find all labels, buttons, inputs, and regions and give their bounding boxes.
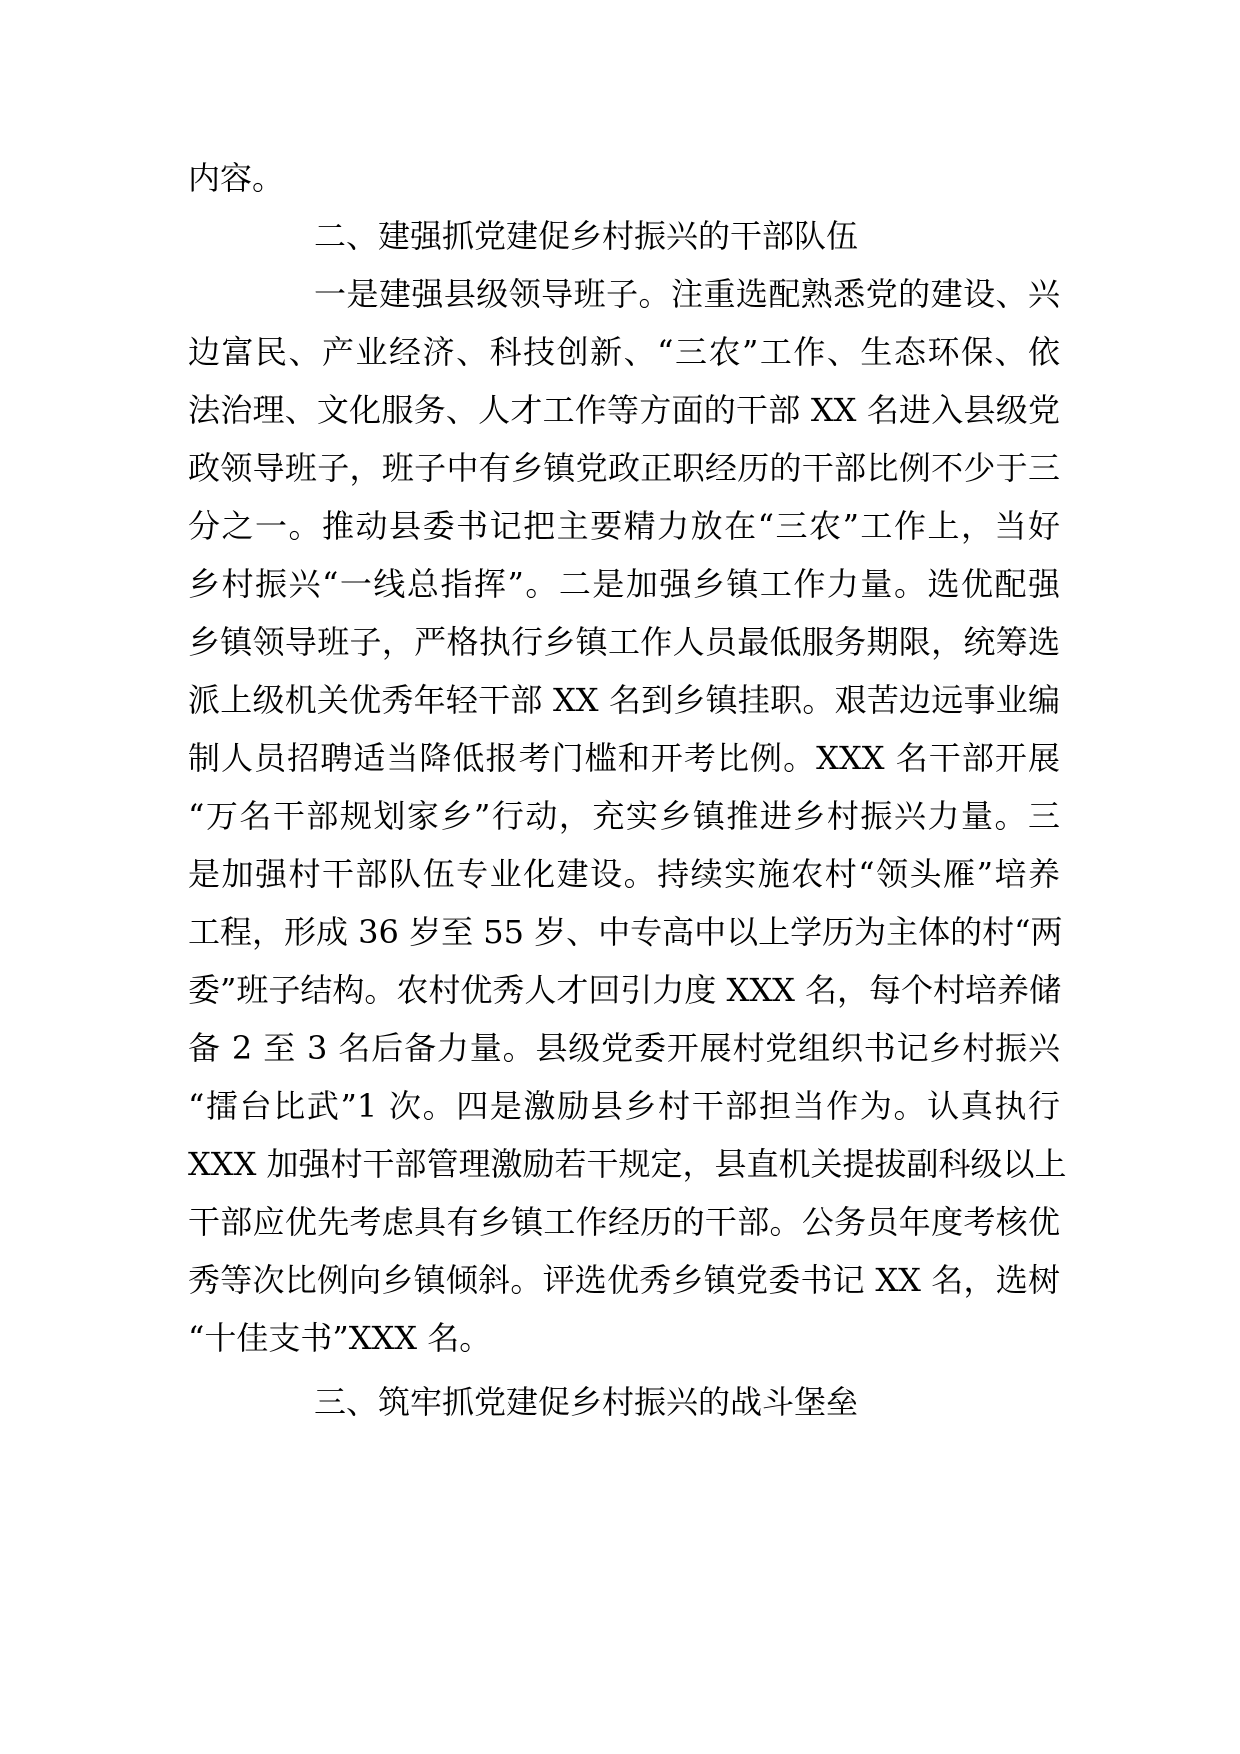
section-heading-3: 三、筑牢抓党建促乡村振兴的战斗堡垒 [314, 1383, 859, 1421]
paragraph-first-line: 一是建强县级领导班子。注重选配熟悉党的建设、兴 [314, 275, 1060, 313]
text-line: 工程，形成 36 岁至 55 岁、中专高中以上学历为主体的村“两 [188, 913, 1063, 951]
text-line: 法治理、文化服务、人才工作等方面的干部 XX 名进入县级党 [188, 391, 1060, 429]
text-line: 派上级机关优秀年轻干部 XX 名到乡镇挂职。艰苦边远事业编 [188, 681, 1060, 719]
text-line: 备 2 至 3 名后备力量。县级党委开展村党组织书记乡村振兴 [188, 1029, 1060, 1067]
text-line: 政领导班子，班子中有乡镇党政正职经历的干部比例不少于三 [188, 449, 1060, 487]
text-line: 是加强村干部队伍专业化建设。持续实施农村“领头雁”培养 [188, 855, 1060, 893]
text-line: 委”班子结构。农村优秀人才回引力度 XXX 名，每个村培养储 [188, 971, 1062, 1009]
text-line-paragraph-end: “十佳支书”XXX 名。 [188, 1319, 492, 1357]
text-line: 分之一。推动县委书记把主要精力放在“三农”工作上，当好 [188, 507, 1060, 545]
text-line: “万名干部规划家乡”行动，充实乡镇推进乡村振兴力量。三 [188, 797, 1060, 835]
text-line: “擂台比武”1 次。四是激励县乡村干部担当作为。认真执行 [188, 1087, 1060, 1125]
text-line: 秀等次比例向乡镇倾斜。评选优秀乡镇党委书记 XX 名，选树 [188, 1261, 1060, 1299]
text-line: 乡镇领导班子，严格执行乡镇工作人员最低服务期限，统筹选 [188, 623, 1060, 661]
text-line-continuation: 内容。 [188, 159, 285, 197]
text-line: 干部应优先考虑具有乡镇工作经历的干部。公务员年度考核优 [188, 1203, 1060, 1241]
text-line: 边富民、产业经济、科技创新、“三农”工作、生态环保、依 [188, 333, 1060, 371]
section-heading-2: 二、建强抓党建促乡村振兴的干部队伍 [314, 217, 859, 255]
text-line: XXX 加强村干部管理激励若干规定，县直机关提拔副科级以上 [188, 1145, 1067, 1183]
text-line: 乡村振兴“一线总指挥”。二是加强乡镇工作力量。选优配强 [188, 565, 1060, 603]
text-line: 制人员招聘适当降低报考门槛和开考比例。XXX 名干部开展 [188, 739, 1060, 777]
